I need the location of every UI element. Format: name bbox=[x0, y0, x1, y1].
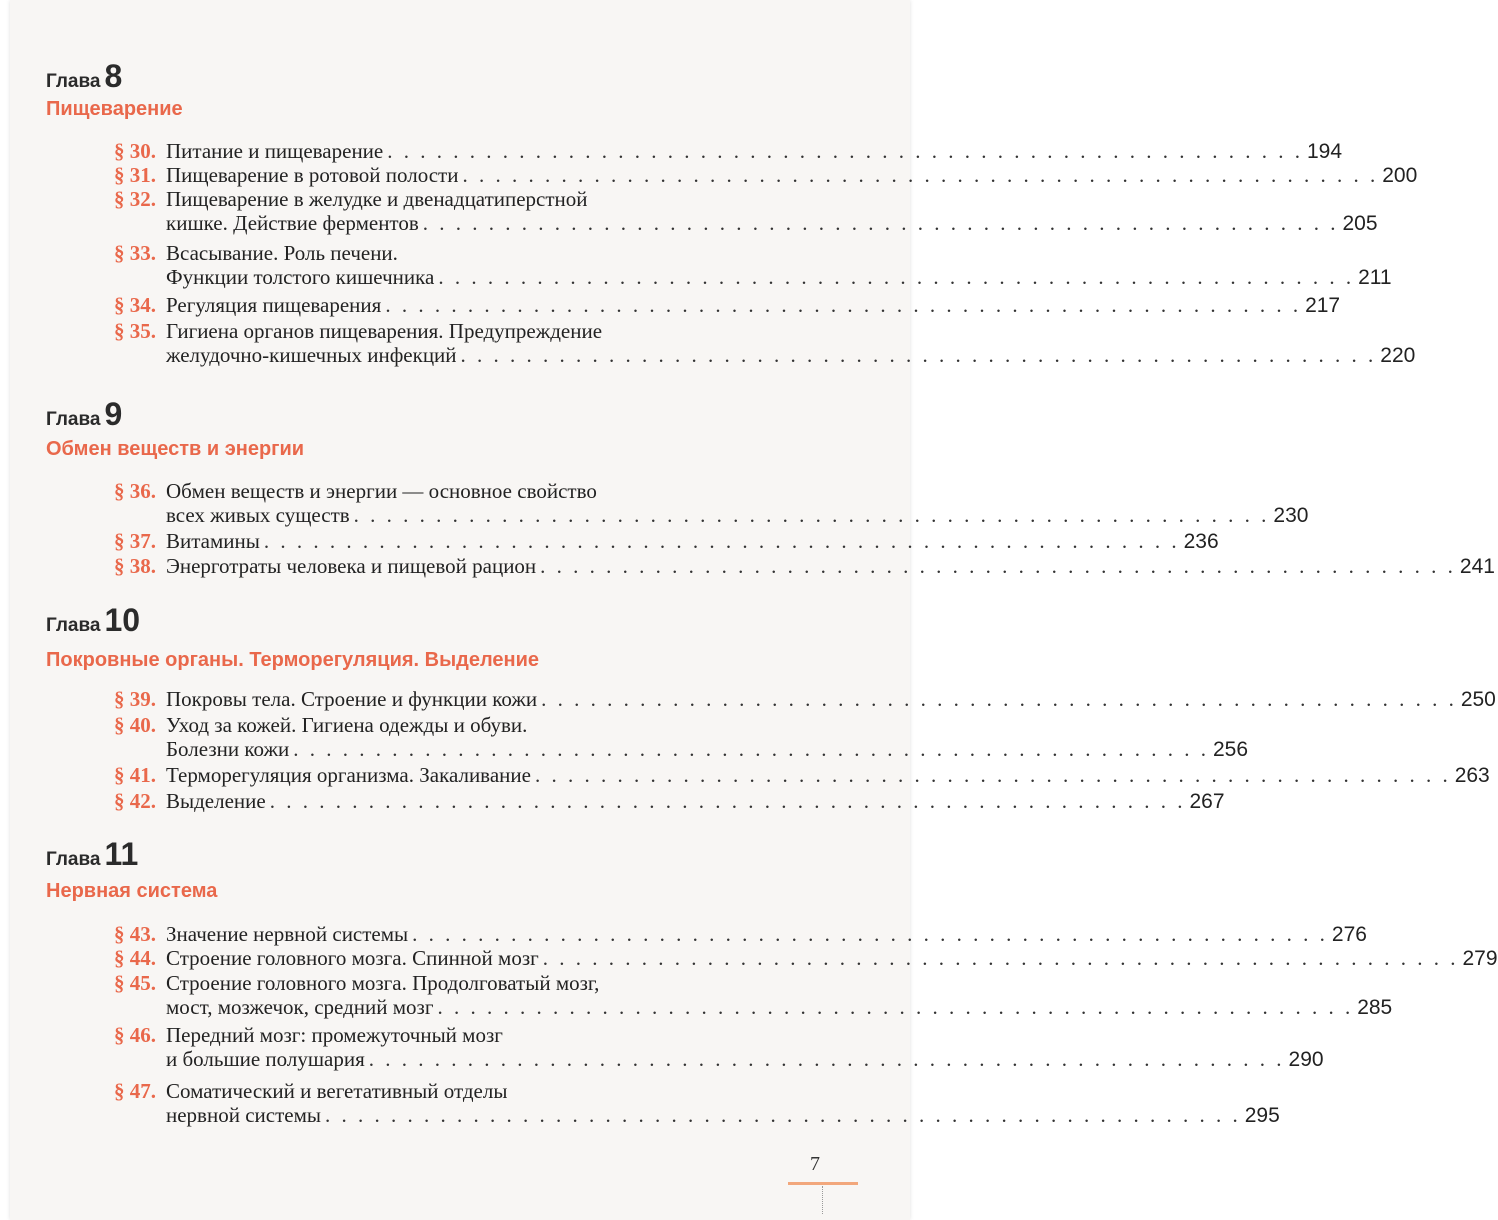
leader-dots: . . . . . . . . . . . . . . . . . . . . . . . . . . . . . . . . . . . . . . . . . . . . . . . . . . . . . . . . bbox=[438, 265, 1355, 289]
paragraph-number: § 30. bbox=[114, 139, 156, 163]
paragraph-number: § 37. bbox=[114, 529, 156, 553]
chapter-word: Глава bbox=[46, 71, 101, 92]
chapter-heading bbox=[46, 602, 140, 639]
leader-dots: . . . . . . . . . . . . . . . . . . . . . . . . . . . . . . . . . . . . . . . . . . . . . . . . . . . . . . . . bbox=[263, 529, 1180, 553]
entry-title-continued: желудочно-кишечных инфекций bbox=[166, 343, 457, 367]
entry-title: Всасывание. Роль печени. bbox=[166, 241, 398, 265]
paragraph-number: § 43. bbox=[114, 922, 156, 946]
leader-dots: . . . . . . . . . . . . . . . . . . . . . . . . . . . . . . . . . . . . . . . . . . . . . . . . . . . . . . . . bbox=[368, 1047, 1285, 1071]
entry-title: Регуляция пищеварения bbox=[166, 293, 382, 317]
toc-entry[interactable] bbox=[90, 763, 1490, 787]
chapter-heading bbox=[46, 836, 138, 873]
paragraph-number: § 33. bbox=[114, 241, 156, 265]
entry-title: Энерготраты человека и пищевой рацион bbox=[166, 554, 537, 578]
chapter-word: Глава bbox=[46, 849, 101, 870]
page-ref: 267 bbox=[1189, 790, 1225, 813]
paragraph-number: § 36. bbox=[114, 479, 156, 503]
page-ref: 290 bbox=[1288, 1048, 1324, 1071]
toc-entry[interactable] bbox=[90, 1079, 1280, 1127]
toc-entry[interactable] bbox=[90, 713, 1249, 761]
toc-entry[interactable] bbox=[90, 687, 1496, 711]
page-ref: 217 bbox=[1305, 294, 1341, 317]
chapter-word: Глава bbox=[46, 409, 101, 430]
entry-title: Гигиена органов пищеварения. Предупреждение bbox=[166, 319, 603, 343]
paragraph-number: § 46. bbox=[114, 1023, 156, 1047]
entry-title-continued: кишке. Действие ферментов bbox=[166, 211, 419, 235]
toc-entry[interactable] bbox=[90, 922, 1367, 946]
entry-title-continued: Болезни кожи bbox=[166, 737, 290, 761]
leader-dots: . . . . . . . . . . . . . . . . . . . . . . . . . . . . . . . . . . . . . . . . . . . . . . . . . . . . . . . . bbox=[542, 946, 1459, 970]
chapter-number: 10 bbox=[104, 602, 141, 638]
paragraph-number: § 32. bbox=[114, 187, 156, 211]
paragraph-number: § 35. bbox=[114, 319, 156, 343]
toc-entry[interactable] bbox=[90, 479, 1309, 527]
page-ref: 256 bbox=[1212, 738, 1249, 761]
entry-title: Витамины bbox=[166, 529, 260, 553]
chapter-number: 9 bbox=[104, 396, 123, 432]
entry-title: Выделение bbox=[166, 789, 266, 813]
leader-dots: . . . . . . . . . . . . . . . . . . . . . . . . . . . . . . . . . . . . . . . . . . . . . . . . . . . . . . . . bbox=[534, 763, 1451, 787]
leader-dots: . . . . . . . . . . . . . . . . . . . . . . . . . . . . . . . . . . . . . . . . . . . . . . . . . . . . . . . . bbox=[462, 163, 1379, 187]
chapter-heading bbox=[46, 396, 122, 433]
toc-entry[interactable] bbox=[90, 139, 1343, 163]
page-ref: 211 bbox=[1358, 266, 1392, 289]
book-page bbox=[10, 0, 1498, 1220]
page-ref: 194 bbox=[1307, 140, 1343, 163]
paragraph-number: § 47. bbox=[114, 1079, 156, 1103]
leader-dots: . . . . . . . . . . . . . . . . . . . . . . . . . . . . . . . . . . . . . . . . . . . . . . . . . . . . . . . . bbox=[353, 503, 1270, 527]
page-ref: 285 bbox=[1357, 996, 1393, 1019]
toc-entry[interactable] bbox=[90, 946, 1498, 970]
chapter-title: Пищеварение bbox=[46, 98, 183, 120]
folio-tick bbox=[822, 1186, 823, 1214]
entry-title: Питание и пищеварение bbox=[166, 139, 384, 163]
entry-title-continued: и большие полушария bbox=[166, 1047, 365, 1071]
entry-title-continued: нервной системы bbox=[166, 1103, 321, 1127]
paragraph-number: § 34. bbox=[114, 293, 156, 317]
entry-title: Покровы тела. Строение и функции кожи bbox=[166, 687, 538, 711]
entry-title: Пищеварение в ротовой полости bbox=[166, 163, 459, 187]
leader-dots: . . . . . . . . . . . . . . . . . . . . . . . . . . . . . . . . . . . . . . . . . . . . . . . . . . . . . . . . bbox=[540, 554, 1456, 578]
leader-dots: . . . . . . . . . . . . . . . . . . . . . . . . . . . . . . . . . . . . . . . . . . . . . . . . . . . . . . . . bbox=[269, 789, 1186, 813]
entry-title: Значение нервной системы bbox=[166, 922, 409, 946]
toc-entry[interactable] bbox=[90, 789, 1225, 813]
page-ref: 236 bbox=[1183, 530, 1219, 553]
toc-entry[interactable] bbox=[90, 163, 1418, 187]
paragraph-number: § 44. bbox=[114, 946, 156, 970]
entry-title: Передний мозг: промежуточный мозг bbox=[166, 1023, 503, 1047]
leader-dots: . . . . . . . . . . . . . . . . . . . . . . . . . . . . . . . . . . . . . . . . . . . . . . . . . . . . . . . . bbox=[422, 211, 1339, 235]
entry-title: Строение головного мозга. Спинной мозг bbox=[166, 946, 539, 970]
toc-entry[interactable] bbox=[90, 293, 1341, 317]
page-ref: 220 bbox=[1380, 344, 1416, 367]
leader-dots: . . . . . . . . . . . . . . . . . . . . . . . . . . . . . . . . . . . . . . . . . . . . . . . . . . . . . . . . bbox=[437, 995, 1354, 1019]
page-ref: 200 bbox=[1382, 164, 1418, 187]
leader-dots: . . . . . . . . . . . . . . . . . . . . . . . . . . . . . . . . . . . . . . . . . . . . . . . . . . . . . . . . bbox=[412, 922, 1328, 946]
page-ref: 276 bbox=[1331, 923, 1367, 946]
toc-entry[interactable] bbox=[90, 971, 1393, 1019]
paragraph-number: § 31. bbox=[114, 163, 156, 187]
leader-dots: . . . . . . . . . . . . . . . . . . . . . . . . . . . . . . . . . . . . . . . . . . . . . . . . . . . . . . . . bbox=[324, 1103, 1241, 1127]
toc-entry[interactable] bbox=[90, 529, 1219, 553]
entry-title: Терморегуляция организма. Закаливание bbox=[166, 763, 531, 787]
leader-dots: . . . . . . . . . . . . . . . . . . . . . . . . . . . . . . . . . . . . . . . . . . . . . . . . . . . . . . . . bbox=[385, 293, 1302, 317]
entry-title: Соматический и вегетативный отделы bbox=[166, 1079, 508, 1103]
leader-dots: . . . . . . . . . . . . . . . . . . . . . . . . . . . . . . . . . . . . . . . . . . . . . . . . . . . . . . . . bbox=[460, 343, 1377, 367]
page-ref: 295 bbox=[1244, 1104, 1280, 1127]
leader-dots: . . . . . . . . . . . . . . . . . . . . . . . . . . . . . . . . . . . . . . . . . . . . . . . . . . . . . . . . bbox=[293, 737, 1209, 761]
entry-title: Уход за кожей. Гигиена одежды и обуви. bbox=[166, 713, 528, 737]
page-ref: 250 bbox=[1460, 688, 1496, 711]
page-ref: 230 bbox=[1273, 504, 1309, 527]
toc-entry[interactable] bbox=[90, 554, 1495, 578]
entry-title-continued: всех живых существ bbox=[166, 503, 350, 527]
entry-title: Строение головного мозга. Продолговатый мозг, bbox=[166, 971, 600, 995]
chapter-number: 11 bbox=[104, 836, 139, 872]
paragraph-number: § 39. bbox=[114, 687, 156, 711]
paragraph-number: § 41. bbox=[114, 763, 156, 787]
leader-dots: . . . . . . . . . . . . . . . . . . . . . . . . . . . . . . . . . . . . . . . . . . . . . . . . . . . . . . . . bbox=[541, 687, 1457, 711]
chapter-title: Обмен веществ и энергии bbox=[46, 438, 305, 460]
entry-title: Пищеварение в желудке и двенадцатиперстной bbox=[166, 187, 588, 211]
toc-entry[interactable] bbox=[90, 319, 1416, 367]
entry-title-continued: мост, мозжечок, средний мозг bbox=[166, 995, 434, 1019]
chapter-word: Глава bbox=[46, 615, 101, 636]
page-ref: 263 bbox=[1454, 764, 1490, 787]
chapter-heading bbox=[46, 58, 122, 95]
chapter-title: Нервная система bbox=[46, 880, 218, 902]
paragraph-number: § 40. bbox=[114, 713, 156, 737]
entry-title-continued: Функции толстого кишечника bbox=[166, 265, 435, 289]
leader-dots: . . . . . . . . . . . . . . . . . . . . . . . . . . . . . . . . . . . . . . . . . . . . . . . . . . . . . . . . bbox=[387, 139, 1303, 163]
page-ref: 205 bbox=[1342, 212, 1378, 235]
folio-rule bbox=[788, 1182, 858, 1185]
toc-entry[interactable] bbox=[90, 1023, 1324, 1071]
page-ref: 279 bbox=[1462, 947, 1498, 970]
chapter-title: Покровные органы. Терморегуляция. Выделение bbox=[46, 649, 540, 671]
entry-title: Обмен веществ и энергии — основное свойство bbox=[166, 479, 597, 503]
paragraph-number: § 45. bbox=[114, 971, 156, 995]
chapter-number: 8 bbox=[104, 58, 123, 94]
paragraph-number: § 42. bbox=[114, 789, 156, 813]
page-number: 7 bbox=[810, 1153, 820, 1175]
page-ref: 241 bbox=[1459, 555, 1495, 578]
toc-entry[interactable] bbox=[90, 241, 1392, 289]
toc-entry[interactable] bbox=[90, 187, 1378, 235]
paragraph-number: § 38. bbox=[114, 554, 156, 578]
